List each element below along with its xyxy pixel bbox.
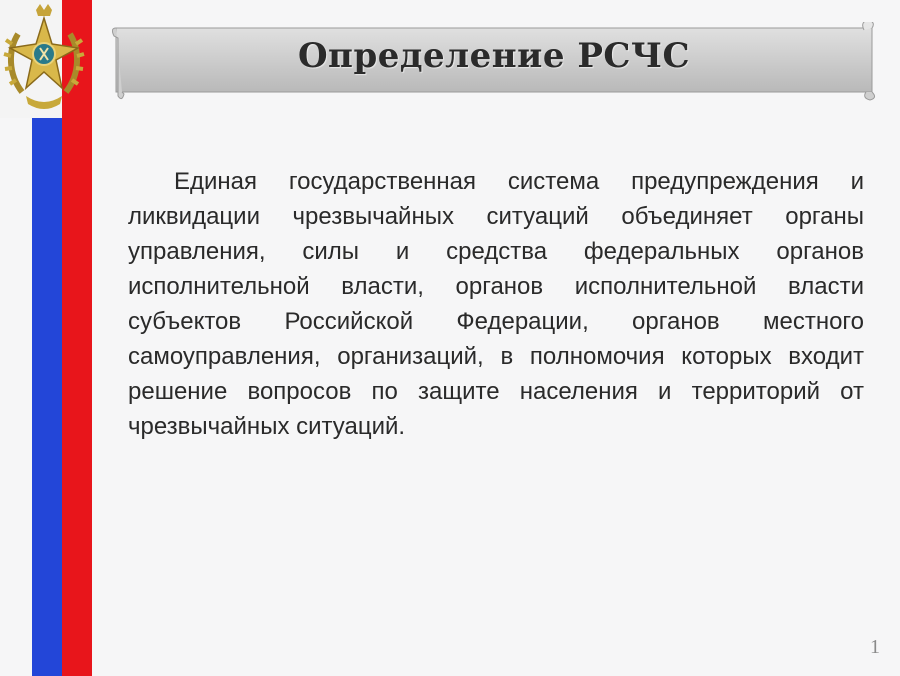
page-title: Определение РСЧС [297,36,691,76]
flag-band-blue [32,118,62,676]
definition-text: Единая государственная система предупреждения и ликвидации чрезвычайных ситуаций объединяет органы управления, силы и средства федеральных органов исполнительной власти, органов исполнительной власти субъектов Российской Федерации, органов местного самоуправления, организаций, в полномочия которых входит решение вопросов по защите населения и территорий от чрезвычайных ситуаций. [128,168,864,440]
mchs-emblem-icon [2,4,86,120]
page-number: 1 [870,636,880,658]
